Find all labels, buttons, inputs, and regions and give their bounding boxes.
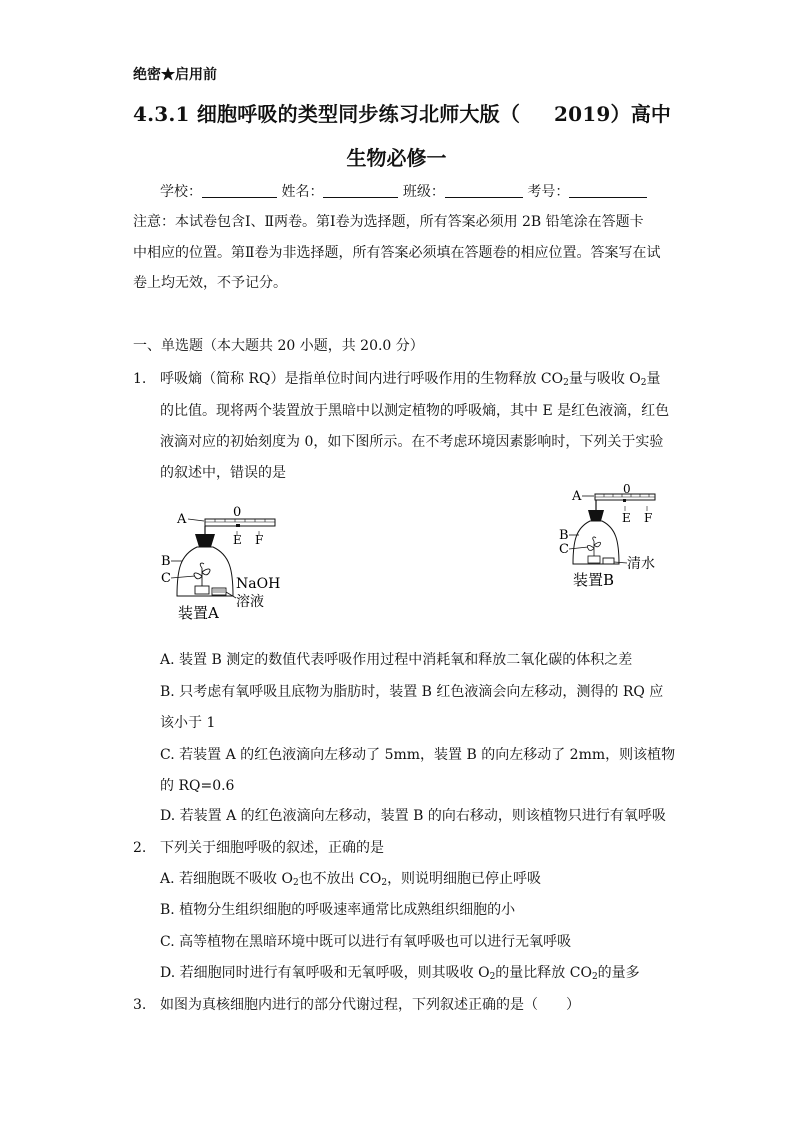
naoh-label: NaOH xyxy=(236,576,281,592)
name-blank[interactable] xyxy=(323,183,398,198)
q1-option-b[interactable]: B. 只考虑有氧呼吸且底物为脂肪时，装置 B 红色液滴会向左移动，测得的 RQ 应 xyxy=(160,684,664,700)
water-label: 清水 xyxy=(627,556,655,572)
q1-option-c-line-2: 的 RQ=0.6 xyxy=(160,778,235,794)
q1-stem-line-2: 的比值。现将两个装置放于黑暗中以测定植物的呼吸熵，其中 E 是红色液滴，红色 xyxy=(160,403,670,419)
apparatus-a-caption: 装置A xyxy=(178,604,219,622)
apparatus-b-zero: 0 xyxy=(623,484,631,496)
q1-option-b-line-2: 该小于 1 xyxy=(160,715,216,731)
q1-option-a[interactable]: A. 装置 B 测定的数值代表呼吸作用过程中消耗氧和释放二氧化碳的体积之差 xyxy=(160,652,633,668)
notice-line-3: 卷上均无效，不予记分。 xyxy=(133,275,287,291)
apparatus-b-plant xyxy=(587,537,600,563)
apparatus-a-f: F xyxy=(255,533,264,547)
q2-stem: 下列关于细胞呼吸的叙述，正确的是 xyxy=(160,840,384,856)
co2-subscript: 2 xyxy=(381,878,388,888)
q2-option-a-text-c: ，则说明细胞已停止呼吸 xyxy=(387,871,542,887)
class-blank[interactable] xyxy=(445,183,523,198)
co2-subscript: 2 xyxy=(591,972,598,982)
apparatus-a-label-c: C xyxy=(161,571,171,586)
q3-stem: 如图为真核细胞内进行的部分代谢过程，下列叙述正确的是（ ） xyxy=(160,997,580,1013)
title-part-b: 2019）高中 xyxy=(554,102,672,126)
apparatus-a-label-b: B xyxy=(161,554,171,569)
q1-stem-text-b: 量与吸收 O xyxy=(568,371,641,387)
section-title: 一、单选题（本大题共 20 小题，共 20.0 分） xyxy=(133,338,424,354)
q2-option-b[interactable]: B. 植物分生组织细胞的呼吸速率通常比成熟组织细胞的小 xyxy=(160,902,516,918)
apparatus-b-droplet xyxy=(623,499,626,502)
q1-stem-line-1 xyxy=(160,369,661,389)
o2-subscript: 2 xyxy=(640,378,647,388)
school-blank[interactable] xyxy=(202,183,277,198)
co2-subscript: 2 xyxy=(563,378,569,388)
q2-option-a-text-b: 也不放出 CO xyxy=(298,871,382,887)
apparatus-a-stopper xyxy=(195,534,215,547)
apparatus-a-plant xyxy=(194,563,210,594)
secret-mark: 绝密★启用前 xyxy=(133,67,217,83)
q1-option-d[interactable]: D. 若装置 A 的红色液滴向左移动，装置 B 的向右移动，则该植物只进行有氧呼吸 xyxy=(160,808,666,824)
q2-option-d-text-a: D. 若细胞同时进行有氧呼吸和无氧呼吸，则其吸收 O xyxy=(160,965,490,981)
apparatus-a-e: E xyxy=(233,533,242,547)
o2-subscript: 2 xyxy=(489,972,496,982)
q1-stem-line-4: 的叙述中，错误的是 xyxy=(160,465,286,481)
q2-number: 2. xyxy=(133,840,147,856)
q1-number: 1. xyxy=(133,371,147,387)
apparatus-b-flask xyxy=(573,521,619,564)
q3-number: 3. xyxy=(133,997,147,1013)
q2-option-c[interactable]: C. 高等植物在黑暗环境中既可以进行有氧呼吸也可以进行无氧呼吸 xyxy=(160,934,572,950)
apparatus-a-figure xyxy=(160,500,300,630)
page-title-line2: 生物必修一 xyxy=(346,146,447,170)
o2-subscript: 2 xyxy=(292,878,299,888)
apparatus-b-stopper xyxy=(588,510,604,521)
info-fields xyxy=(160,181,647,201)
q2-option-d-text-b: 的量比释放 CO xyxy=(495,965,592,981)
q2-option-a[interactable] xyxy=(160,869,541,889)
apparatus-a-droplet xyxy=(236,524,240,527)
apparatus-b-f: F xyxy=(644,511,653,525)
q1-stem-text-c: 量 xyxy=(646,371,661,387)
notice-line-1: 注意：本试卷包含Ⅰ、Ⅱ两卷。第Ⅰ卷为选择题，所有答案必须用 2B 铅笔涂在答题卡 xyxy=(133,214,644,230)
name-label: 姓名： xyxy=(281,184,324,200)
q2-option-d[interactable] xyxy=(160,963,640,983)
title-part-a: 4.3.1 细胞呼吸的类型同步练习北师大版（ xyxy=(133,102,521,126)
apparatus-b-label-b: B xyxy=(559,528,569,543)
apparatus-a-zero: 0 xyxy=(233,505,242,520)
q1-stem-line-3: 液滴对应的初始刻度为 0，如下图所示。在不考虑环境因素影响时，下列关于实验 xyxy=(160,434,664,450)
q1-option-c[interactable]: C. 若装置 A 的红色液滴向左移动了 5mm，装置 B 的向左移动了 2mm，则该植物 xyxy=(160,747,676,763)
notice-line-2: 中相应的位置。第Ⅱ卷为非选择题，所有答案必须填在答题卷的相应位置。答案写在试 xyxy=(133,245,661,261)
apparatus-a-dish xyxy=(212,588,226,595)
apparatus-b-label-a: A xyxy=(572,489,582,504)
apparatus-b-label-c: C xyxy=(559,542,569,557)
apparatus-b-caption: 装置B xyxy=(573,571,615,589)
class-label: 班级： xyxy=(402,184,445,200)
apparatus-b-figure xyxy=(557,484,667,596)
apparatus-b-dish xyxy=(603,558,614,564)
apparatus-b-e: E xyxy=(622,511,631,525)
school-label: 学校： xyxy=(160,184,202,200)
page-title xyxy=(133,98,671,127)
q2-option-a-text-a: A. 若细胞既不吸收 O xyxy=(160,871,293,887)
q2-option-d-text-c: 的量多 xyxy=(597,965,640,981)
exam-no-label: 考号： xyxy=(527,184,570,200)
naoh-solution-label: 溶液 xyxy=(236,594,264,610)
exam-no-blank[interactable] xyxy=(569,183,647,198)
q1-stem-text-a: 呼吸熵（简称 RQ）是指单位时间内进行呼吸作用的生物释放 CO xyxy=(160,371,564,387)
apparatus-a-label-a: A xyxy=(177,512,187,527)
apparatus-a-flask xyxy=(177,547,233,596)
